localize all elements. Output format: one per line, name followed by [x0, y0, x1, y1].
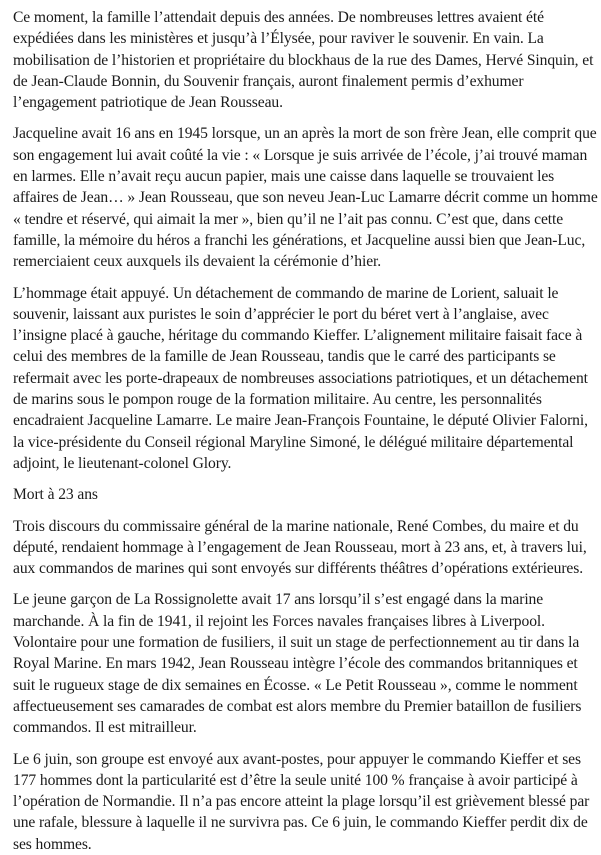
- subheading-death-at-23: Mort à 23 ans: [13, 486, 98, 504]
- paragraph-biography: Le jeune garçon de La Rossignolette avait 17 ans lorsqu’il s’est engagé dans la marine marchande. À la fin de 1941, il rejoint les Forces navales françaises libres à Liverpool. Volontaire pour une formation de fusiliers, il suit un stage de perfectionnement au tir dans la Royal Marine. En mars 1942, Jean Rousseau intègre l’école des commandos britanniques et suit le rugueux stage de dix semaines en Écosse. « Le Petit Rousseau », comme le nomment affectueusement ses camarades de combat est alors membre du Premier bataillon de fusiliers commandos. Il est mitrailleur.: [13, 591, 582, 737]
- paragraph-jacqueline: Jacqueline avait 16 ans en 1945 lorsque, un an après la mort de son frère Jean, elle comprit que son engagement lui avait coûté la vie : « Lorsque je suis arrivée de l’école, j’ai trouvé maman en larmes. Elle n’avait reçu aucun papier, mais une caisse dans laquelle se trouvaient les affaires de Jean… » Jean Rousseau, que son neveu Jean-Luc Lamarre décrit comme un homme « tendre et réservé, qui aimait la mer », bien qu’il ne l’ait pas connu. C’est que, dans cette famille, la mémoire du héros a franchi les générations, et Jacqueline aussi bien que Jean-Luc, remerciaient ceux auxquels ils devaient la cérémonie d’hier.: [13, 125, 598, 271]
- paragraph-family-wait: Ce moment, la famille l’attendait depuis des années. De nombreuses lettres avaient été expédiées dans les ministères et jusqu’à l’Élysée, pour raviver le souvenir. En vain. La mobilisation de l’historien et propriétaire du blockhaus de la rue des Dames, Hervé Sinquin, et de Jean-Claude Bonnin, du Souvenir français, auront finalement permis d’exhumer l’engagement patriotique de Jean Rousseau.: [13, 9, 594, 112]
- paragraph-tribute: L’hommage était appuyé. Un détachement de commando de marine de Lorient, saluait le souvenir, laissant aux puristes le soin d’apprécier le port du béret vert à l’anglaise, avec l’insigne placé à gauche, héritage du commando Kieffer. L’alignement militaire faisait face à celui des membres de la famille de Jean Rousseau, tandis que le carré des participants se refermait avec les porte-drapeaux de nombreuses associations patriotiques, et un détachement de marins sous le pompon rouge de la formation militaire. Au centre, les personnalités encadraient Jacqueline Lamarre. Le maire Jean-François Fountaine, le député Olivier Falorni, la vice-présidente du Conseil régional Maryline Simoné, le délégué militaire départemental adjoint, le lieutenant-colonel Glory.: [13, 284, 588, 472]
- paragraph-june-6: Le 6 juin, son groupe est envoyé aux avant-postes, pour appuyer le commando Kieffer et ses 177 hommes dont la particularité est d’être la seule unité 100 % française à avoir participé à l’opération de Normandie. Il n’a pas encore atteint la plage lorsqu’il est grièvement blessé par une rafale, blessure à laquelle il ne survivra pas. Ce 6 juin, le commando Kieffer perdit dix de ses hommes.: [13, 750, 590, 853]
- paragraph-speeches: Trois discours du commissaire général de la marine nationale, René Combes, du maire et du député, rendaient hommage à l’engagement de Jean Rousseau, mort à 23 ans, et, à travers lui, aux commandos de marines qui sont envoyés sur différents théâtres d’opérations extérieures.: [13, 517, 587, 578]
